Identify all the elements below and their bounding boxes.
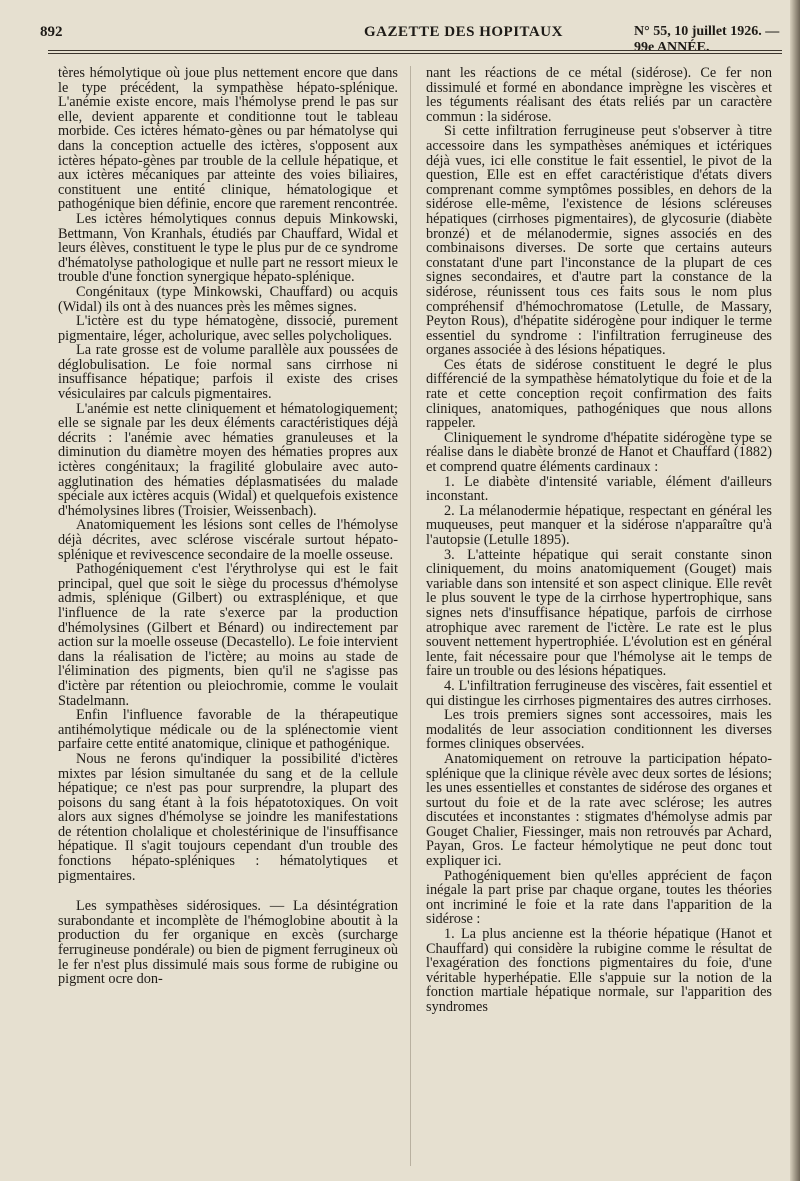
- header-rule-double: [48, 53, 782, 54]
- paragraph: nant les réactions de ce métal (sidérose). Ce fer non dissimulé et formé en abondance imprègne les viscères et les téguments réalisant des états reliés par un caractère commun : la sidérose.: [426, 66, 772, 125]
- paragraph: La rate grosse est de volume parallèle aux poussées de déglobulisation. Le foie normal sans cirrhose ni insuffisance hépatique; parfois il existe des crises vésiculaires par calculs pigmentaires.: [58, 342, 398, 403]
- paragraph: Nous ne ferons qu'indiquer la possibilité d'ictères mixtes par lésion simultanée du sang et de la cellule hépatique; ce n'est pas pour surprendre, la plupart des poisons du sang étant à la fois hépatotoxiques. On voit alors aux signes d'hémolyse se joindre les manifestations de rétention cholalique et cholestérinique de l'insuffisance hépatique. Il s'agit toujours cependant d'un trouble des fonctions hépato-spléniques : hématolytiques et pigmentaires.: [58, 750, 398, 884]
- page-edge-shadow: [790, 0, 800, 1181]
- paragraph: Les trois premiers signes sont accessoires, mais les modalités de leur association conditionnent les diverses formes cliniques observées.: [426, 707, 772, 753]
- paragraph: 1. Le diabète d'intensité variable, élément d'ailleurs inconstant.: [426, 473, 772, 505]
- paragraph: tères hémolytique où joue plus nettement encore que dans le type précédent, la sympathèse hépato-splénique. L'anémie existe encore, mais l'hémolyse prend le pas sur elle, devient apparente et conditionne tout le tableau morbide. Ces ictères hémato-gènes ou par hématolyse qui dans la conception actuelle des ictères, s'opposent aux ictères hépato-gènes par trouble de la cellule hépatique, et aux ictères mécaniques par atteinte des voies biliaires, constituent une entité clinique, hématologique et pathogénique bien définie, encore que rarement rencontrée.: [58, 66, 398, 213]
- paragraph: L'ictère est du type hématogène, dissocié, purement pigmentaire, léger, acholurique, avec selles polycholiques.: [58, 313, 398, 344]
- column-gutter: [410, 66, 411, 1166]
- journal-title: GAZETTE DES HOPITAUX: [364, 24, 563, 40]
- page-number: 892: [40, 24, 63, 40]
- paragraph: Cliniquement le syndrome d'hépatite sidérogène type se réalise dans le diabète bronzé de Hanot et Chauffard (1882) et comprend quatre éléments cardinaux :: [426, 429, 772, 476]
- paragraph: Anatomiquement les lésions sont celles de l'hémolyse déjà décrites, avec sclérose viscérale surtout hépato-splénique et revivescence secondaire de la moelle osseuse.: [58, 517, 398, 563]
- header-rule: [48, 50, 782, 51]
- paragraph: Congénitaux (type Minkowski, Chauffard) ou acquis (Widal) ils ont à des nuances près les mêmes signes.: [58, 283, 398, 315]
- paragraph: Les ictères hémolytiques connus depuis Minkowski, Bettmann, Von Kranhals, étudiés par Chauffard, Widal et leurs élèves, constituent le type le plus pur de ce syndrome d'hématolyse pathologique et nulle part ne ressort mieux le trouble d'une fonction synergique hépato-splénique.: [58, 210, 398, 286]
- section-paragraph: Les sympathèses sidérosiques. — La désintégration surabondante et incomplète de l'hémoglobine aboutit à la production du fer organique en excès (surcharge ferrugineuse pondérale) ou bien de pigment ferrugineux où le fer n'est plus dissimulé mais sous forme de rubigine ou pigment ocre don-: [58, 898, 398, 988]
- paragraph: Enfin l'influence favorable de la thérapeutique antihémolytique médicale ou de la splénectomie vient parfaire cette entité anatomique, clinique et pathogénique.: [58, 707, 398, 753]
- paragraph: Anatomiquement on retrouve la participation hépato-splénique que la clinique révèle avec deux sortes de lésions; les unes essentielles et constantes de sidérose des organes et surtout du foie et de la rate avec sclérose; les autres discutées et inconstantes : stigmates d'hémolyse admis par Gouget Chalier, Fiessinger, mais non retrouvés par Achard, Payan, Gros. Le facteur hémolytique ne peut donc tout expliquer ici.: [426, 750, 772, 870]
- running-header: [40, 24, 782, 55]
- paragraph: 1. La plus ancienne est la théorie hépatique (Hanot et Chauffard) qui considère la rubigine comme le résultat de l'exagération des fonctions pigmentaires du foie, d'une véritable hyperhépatie. Elle s'appuie sur la notion de la fonction martiale hépatique normale, sur l'apparition des syndromes: [426, 926, 772, 1015]
- left-column: [58, 66, 398, 1171]
- paragraph: Pathogéniquement c'est l'érythrolyse qui est le fait principal, quel que soit le siège du processus d'hémolyse admis, splénique (Gilbert) ou extrasplénique, et que l'influence de la rate s'exerce par la production d'hémolysines (Gilbert et Bénard) ou indirectement par action sur la moelle osseuse (Decastello). Le foie intervient dans la réalisation de l'ictère; au moins au stade de l'élimination des pigments, bien qu'il ne s'agisse pas d'ictère par rétention ou pleiochromie, comme le voulait Stadelmann.: [58, 561, 398, 709]
- paragraph: 4. L'infiltration ferrugineuse des viscères, fait essentiel et qui distingue les cirrhoses pigmentaires des autres cirrhoses.: [426, 677, 772, 709]
- issue-info: N° 55, 10 juillet 1926. — 99e ANNÉE.: [634, 24, 780, 55]
- paragraph: Ces états de sidérose constituent le degré le plus différencié de la sympathèse hématolytique du foie et de la rate et cette conception reçoit confirmation des faits cliniques, anatomiques, pathogéniques que nous allons rappeler.: [426, 356, 772, 432]
- paragraph: 3. L'atteinte hépatique qui serait constante sinon cliniquement, du moins anatomiquement (Gouget) mais variable dans son intensité et son aspect clinique. Elle revêt le plus souvent le type de la cirrhose hypertrophique, sans signes nets d'insuffisance hépatique, parfois de cirrhose atrophique avec rarement de l'ictère. Le rate est le plus souvent nettement hypertrophiée. L'évolution est en général lente, fait nécessaire pour que l'hémolyse ait le temps de faire un trouble ou des lésions hépatiques.: [426, 546, 772, 680]
- paragraph: L'anémie est nette cliniquement et hématologiquement; elle se signale par les deux éléments caractéristiques déjà décrits : l'anémie avec hématies granuleuses et la diminution du diamètre moyen des hématies propres aux ictères congénitaux; la fragilité globulaire avec auto-agglutination des hématies déplasmatisées du malade spéciale aux ictères acquis (Widal) et quelquefois existence d'hémolysines libres (Troisier, Weissenbach).: [58, 400, 398, 519]
- paragraph: Si cette infiltration ferrugineuse peut s'observer à titre accessoire dans les sympathèses anémiques et ictériques déjà vues, ici elle constitue le fait essentiel, le pivot de la question, Elle est en effet caractéristique d'états divers comprenant comme symptômes possibles, en dehors de la sidérose elle-même, l'existence de lésions scléreuses hépatiques (cirrhoses pigmentaires), de glycosurie (diabète bronzé) et de mélanodermie, signes associés en des combinaisons diverses. De sorte que certains auteurs constatant d'une part l'inconstance de la plupart de ces signes secondaires, et d'autre part la constance de la sidérose, réunissent tous ces faits sous le nom plus compréhensif d'hémochromatose (Letulle, de Massary, Peyton Rous), d'hépatite sidérogène pour indiquer le terme essentiel du syndrome : l'infiltration ferrugineuse des organes associée à des lésions hépatiques.: [426, 123, 772, 359]
- right-column: [426, 66, 772, 1171]
- paragraph: 2. La mélanodermie hépatique, respectant en général les muqueuses, peut manquer et la sidérose n'apparaître qu'à l'autopsie (Letulle 1895).: [426, 502, 772, 548]
- paragraph: Pathogéniquement bien qu'elles apprécient de façon inégale la part prise par chaque organe, toutes les théories ont incriminé le foie et la rate dans l'apparition de la sidérose :: [426, 867, 772, 928]
